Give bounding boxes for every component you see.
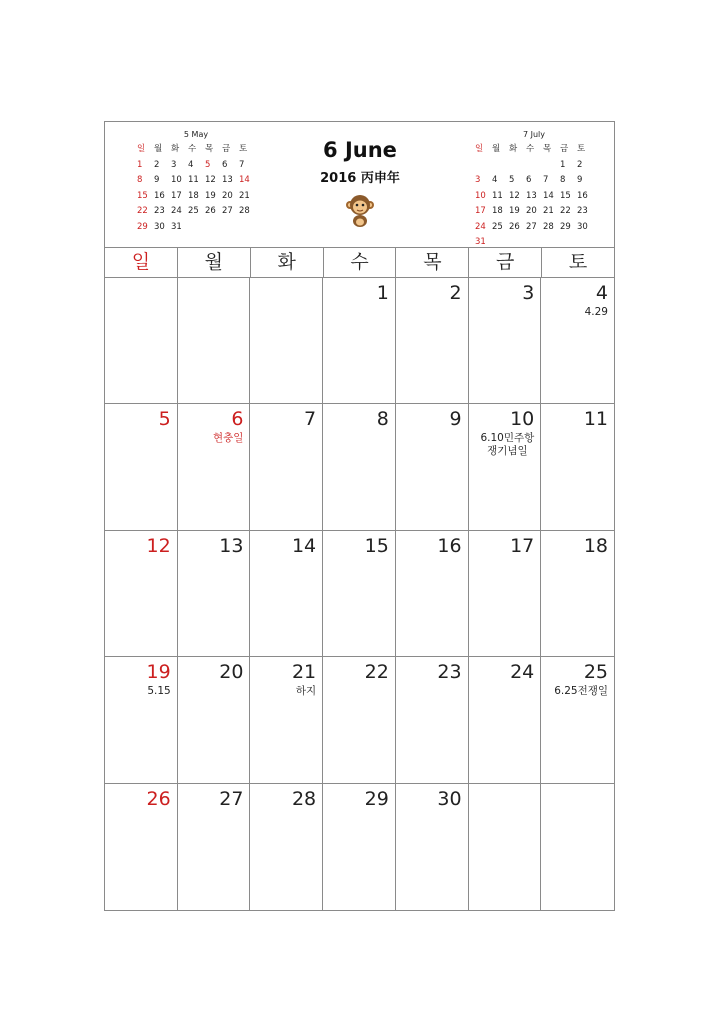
mini-day: 14 (239, 175, 250, 185)
day-cell[interactable] (323, 657, 396, 783)
mini-day: 19 (205, 190, 216, 201)
day-cell[interactable] (541, 657, 614, 783)
mini-day: 18 (492, 206, 503, 216)
day-cell[interactable] (469, 531, 542, 657)
weekday-label: 목 (396, 247, 469, 277)
weekday-label: 화 (251, 247, 324, 277)
mini-day: 29 (137, 221, 148, 232)
mini-blank (492, 158, 509, 174)
day-number: 20 (219, 661, 244, 684)
mini-weekday: 수 (188, 144, 197, 154)
mini-day: 21 (239, 190, 250, 201)
day-number: 24 (510, 661, 535, 684)
day-number: 5 (158, 408, 171, 431)
day-cell[interactable] (469, 657, 542, 783)
day-number: 11 (583, 408, 608, 431)
day-cell[interactable] (323, 531, 396, 657)
day-cell[interactable] (323, 278, 396, 404)
weekday-header-row (105, 247, 614, 278)
mini-day: 25 (492, 221, 503, 232)
day-cell[interactable] (323, 404, 396, 530)
mini-day: 9 (577, 175, 583, 185)
day-note: 현충일 (212, 432, 244, 445)
day-note: 4.29 (584, 306, 608, 318)
mini-day: 24 (171, 206, 182, 216)
day-cell[interactable] (396, 404, 469, 530)
mini-day: 20 (222, 190, 233, 201)
mini-calendar-next-title: 7 July (522, 130, 546, 139)
mini-day: 14 (543, 190, 554, 201)
mini-day: 2 (577, 159, 583, 170)
day-cell[interactable] (178, 278, 251, 404)
mini-day: 17 (171, 190, 182, 201)
mini-day: 29 (560, 221, 571, 232)
day-cell[interactable] (469, 784, 542, 910)
mini-blank (509, 158, 526, 174)
day-number: 3 (522, 282, 535, 304)
mini-day: 16 (577, 190, 588, 201)
mini-day: 10 (475, 190, 486, 201)
page-subtitle: 2016 丙申年 (320, 171, 400, 186)
mini-day: 13 (222, 175, 233, 185)
mini-weekday: 화 (171, 144, 180, 154)
mini-day: 22 (137, 206, 148, 216)
calendar-sheet (104, 121, 615, 911)
mini-day: 6 (222, 159, 228, 170)
day-cell[interactable] (323, 784, 396, 910)
day-number: 23 (437, 661, 462, 684)
day-cell[interactable] (469, 404, 542, 530)
day-cell[interactable] (178, 657, 251, 783)
day-number: 19 (146, 661, 171, 684)
mini-day: 28 (239, 206, 250, 216)
calendar-header (105, 122, 614, 248)
day-number: 16 (437, 534, 462, 557)
mini-day: 8 (137, 175, 143, 185)
mini-day: 18 (188, 190, 199, 201)
mini-day: 21 (543, 206, 554, 216)
mini-day: 9 (154, 175, 160, 185)
day-cell[interactable] (541, 784, 614, 910)
mini-day: 7 (543, 175, 549, 185)
day-number: 13 (219, 534, 244, 557)
day-cell[interactable] (178, 404, 251, 530)
day-number: 9 (449, 408, 462, 431)
day-cell[interactable] (396, 657, 469, 783)
day-cell[interactable] (396, 531, 469, 657)
day-cell[interactable] (541, 278, 614, 404)
day-cell[interactable] (250, 278, 323, 404)
mini-blank (543, 158, 560, 174)
mini-calendar-next (475, 128, 593, 251)
day-number: 4 (595, 282, 608, 304)
day-cell[interactable] (178, 784, 251, 910)
day-number: 6 (231, 408, 244, 431)
mini-day: 31 (475, 237, 486, 247)
day-number: 7 (304, 408, 317, 431)
mini-weekday: 월 (154, 144, 163, 154)
mini-weekday: 토 (239, 144, 248, 154)
day-cell[interactable] (469, 278, 542, 404)
mini-day: 26 (205, 206, 216, 216)
day-number: 21 (291, 661, 317, 684)
day-number: 22 (364, 661, 389, 684)
day-note: 5.15 (147, 685, 171, 698)
mini-day: 28 (543, 221, 554, 232)
day-cell[interactable] (250, 657, 323, 783)
mini-day: 27 (526, 221, 537, 232)
day-number: 14 (291, 534, 317, 557)
mini-calendar-prev-grid (137, 142, 255, 235)
mini-day: 1 (137, 159, 143, 170)
day-number: 26 (146, 787, 171, 810)
mini-weekday: 월 (492, 144, 501, 154)
day-number: 10 (510, 408, 535, 431)
mini-weekday: 수 (526, 144, 535, 154)
mini-day: 30 (577, 221, 588, 232)
mini-blank (475, 158, 492, 174)
mini-day: 25 (188, 206, 199, 216)
mini-weekday: 토 (577, 144, 586, 154)
day-cell[interactable] (541, 531, 614, 657)
day-cell[interactable] (105, 278, 178, 404)
mini-day: 3 (475, 175, 481, 185)
day-number: 27 (219, 787, 244, 810)
mini-day: 27 (222, 206, 233, 216)
day-cell[interactable] (250, 784, 323, 910)
mini-day: 11 (188, 175, 199, 185)
day-number: 28 (291, 787, 317, 810)
mini-day: 1 (560, 159, 566, 170)
mini-weekday: 금 (222, 144, 231, 154)
day-cell[interactable] (250, 531, 323, 657)
day-cell[interactable] (396, 784, 469, 910)
day-number: 12 (146, 534, 171, 557)
day-number: 15 (364, 534, 389, 557)
mini-day: 4 (188, 159, 194, 170)
day-number: 17 (510, 534, 535, 557)
weekday-label: 토 (568, 251, 588, 273)
day-note: 하지 (295, 685, 317, 698)
mini-day: 30 (154, 221, 165, 232)
mini-blank (526, 158, 543, 174)
mini-weekday: 일 (475, 144, 484, 154)
mini-day: 23 (577, 206, 588, 216)
mini-day: 7 (239, 159, 245, 170)
day-note: 6.25전쟁일 (554, 685, 608, 698)
day-cell[interactable] (541, 404, 614, 530)
day-note: 6.10민주항 쟁기념일 (480, 432, 535, 458)
mini-day: 12 (509, 190, 520, 201)
day-number: 2 (449, 282, 462, 304)
day-cell[interactable] (178, 531, 251, 657)
mini-day: 15 (137, 190, 148, 201)
mini-day: 4 (492, 175, 498, 185)
mini-day: 2 (154, 159, 160, 170)
mini-day: 5 (509, 175, 515, 185)
day-cell[interactable] (396, 278, 469, 404)
mini-day: 20 (526, 206, 537, 216)
mini-day: 23 (154, 206, 165, 216)
day-number: 25 (583, 661, 608, 684)
day-number: 29 (364, 787, 389, 810)
day-number: 30 (437, 787, 462, 810)
mini-day: 15 (560, 190, 571, 201)
weekday-label: 월 (178, 247, 251, 277)
day-number: 1 (376, 282, 389, 304)
weekday-label: 수 (324, 247, 397, 277)
mini-day: 5 (205, 159, 211, 170)
day-cell[interactable] (105, 657, 178, 783)
day-cell[interactable] (250, 404, 323, 530)
mini-day: 26 (509, 221, 520, 232)
mini-day: 16 (154, 190, 165, 201)
mini-day: 3 (171, 159, 177, 170)
day-cell[interactable] (105, 404, 178, 530)
mini-weekday: 화 (509, 144, 518, 154)
mini-day: 6 (526, 175, 532, 185)
day-number: 18 (583, 534, 608, 557)
monkey-icon (345, 192, 375, 228)
mini-weekday: 금 (560, 144, 569, 154)
month-grid (105, 278, 614, 910)
mini-day: 12 (205, 175, 216, 185)
mini-calendar-next-grid (475, 142, 593, 251)
mini-weekday: 목 (543, 144, 552, 154)
mini-day: 11 (492, 190, 503, 201)
mini-day: 19 (509, 206, 520, 216)
mini-weekday: 일 (137, 144, 146, 154)
mini-day: 31 (171, 221, 182, 232)
day-cell[interactable] (105, 531, 178, 657)
weekday-label: 금 (469, 247, 542, 277)
day-number: 8 (376, 408, 389, 431)
mini-day: 8 (560, 175, 566, 185)
weekday-label: 일 (105, 247, 178, 277)
mini-day: 24 (475, 221, 486, 232)
day-cell[interactable] (105, 784, 178, 910)
mini-weekday: 목 (205, 144, 214, 154)
mini-day: 10 (171, 175, 182, 185)
mini-day: 13 (526, 190, 537, 201)
mini-day: 22 (560, 206, 571, 216)
mini-calendar-prev (137, 128, 255, 235)
mini-calendar-prev-title: 5 May (183, 130, 209, 139)
page-title: 6 June (323, 138, 397, 162)
mini-day: 17 (475, 206, 486, 216)
